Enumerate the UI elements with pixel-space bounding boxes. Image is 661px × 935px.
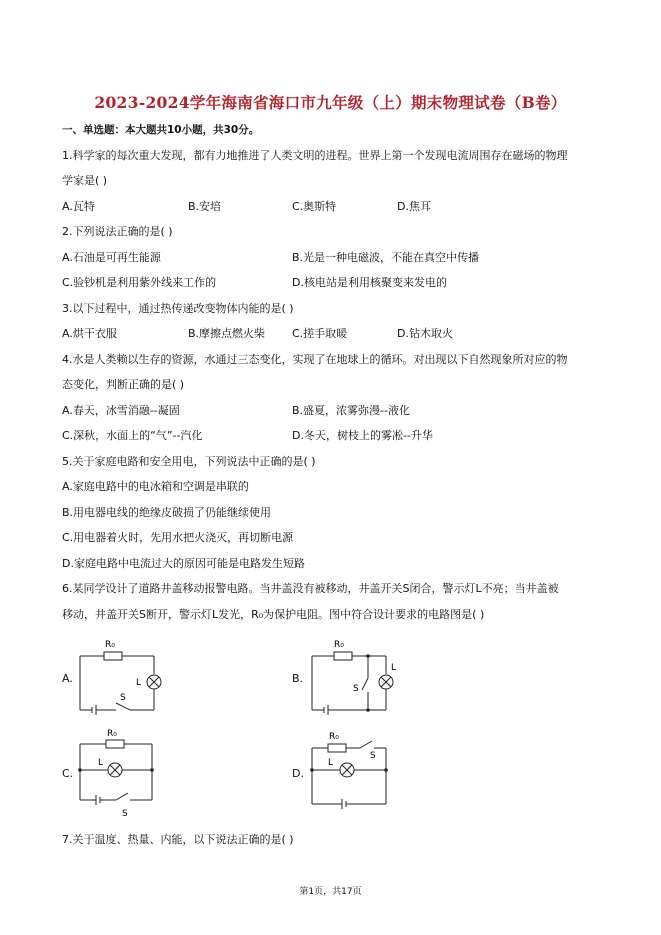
circuit-d-resistor (328, 744, 346, 752)
q3-stem: 3.以下过程中，通过热传递改变物体内能的是( ) (62, 302, 294, 315)
circuit-d-l-label: L (328, 758, 334, 768)
circuit-a-diagram (74, 634, 174, 718)
q4-stem-line2: 态变化，判断正确的是( ) (62, 378, 185, 391)
circuit-a-label: A. (62, 672, 73, 685)
circuit-c-switch (116, 793, 128, 800)
circuit-a-l-label: L (136, 678, 142, 688)
q1-option-b: B.安培 (188, 200, 222, 213)
q4-option-c: C.深秋，水面上的“气”--汽化 (62, 429, 203, 442)
q4-stem-line1: 4.水是人类赖以生存的资源，水通过三态变化，实现了在地球上的循环。对出现以下自然现象所对应的物 (62, 353, 568, 366)
q6-stem-line2: 移动，井盖开关S断开，警示灯L发光，R₀为保护电阻。图中符合设计要求的电路图是( ) (62, 608, 485, 621)
circuit-b-label: B. (292, 672, 304, 685)
circuit-d-diagram (306, 726, 406, 822)
q3-option-a: A.烘干衣服 (62, 327, 117, 340)
exam-title: 2023-2024学年海南省海口市九年级（上）期末物理试卷（B卷） (94, 93, 567, 112)
circuit-c-diagram (74, 726, 174, 822)
q6-stem-line1: 6.某同学设计了道路井盖移动报警电路。当井盖没有被移动，井盖开关S闭合，警示灯L不亮；当井盖被 (62, 582, 559, 595)
circuit-d-label: D. (292, 767, 304, 780)
section-heading: 一、单选题：本大题共10小题，共30分。 (62, 124, 260, 136)
circuit-a-switch (116, 703, 130, 710)
q2-option-c: C.验钞机是利用紫外线来工作的 (62, 276, 217, 289)
q5-option-a: A.家庭电路中的电冰箱和空调是串联的 (62, 480, 249, 493)
q5-option-d: D.家庭电路中电流过大的原因可能是电路发生短路 (62, 557, 305, 570)
circuit-b-l-label: L (391, 663, 397, 673)
circuit-c-l-label: L (98, 758, 104, 768)
q4-option-a: A.春天，冰雪消融--凝固 (62, 404, 180, 417)
q1-option-c: C.奥斯特 (292, 200, 337, 213)
q3-option-b: B.摩擦点燃火柴 (188, 327, 266, 340)
q1-option-d: D.焦耳 (397, 200, 431, 213)
circuit-c-r-label: R₀ (107, 729, 117, 739)
q5-option-c: C.用电器着火时，先用水把火浇灭，再切断电源 (62, 531, 294, 544)
q1-stem-line1: 1.科学家的每次重大发现，都有力地推进了人类文明的进程。世界上第一个发现电流周围存在磁场的物理 (62, 149, 568, 162)
circuit-b-diagram (306, 634, 406, 718)
circuit-a-r-label: R₀ (105, 640, 115, 650)
q2-stem: 2.下列说法正确的是( ) (62, 225, 173, 238)
q2-option-d: D.核电站是利用核聚变来发电的 (292, 276, 447, 289)
circuit-c-label: C. (62, 767, 74, 780)
circuit-a-s-label: S (120, 693, 126, 703)
circuit-d-switch (360, 741, 372, 748)
circuit-b-s-label: S (353, 684, 359, 694)
q3-option-d: D.钻木取火 (397, 327, 453, 340)
q1-option-a: A.瓦特 (62, 200, 95, 213)
circuit-d-s-label: S (370, 751, 376, 761)
circuit-b-r-label: R₀ (334, 640, 344, 650)
q4-option-d: D.冬天，树枝上的雾凇--升华 (292, 429, 433, 442)
circuit-c-resistor (106, 740, 124, 748)
circuit-a-resistor (104, 652, 122, 660)
q1-stem-line2: 学家是( ) (62, 174, 108, 187)
q3-option-c: C.搓手取暖 (292, 327, 348, 340)
circuit-d-r-label: R₀ (329, 732, 339, 742)
q4-option-b: B.盛夏，浓雾弥漫--液化 (292, 404, 410, 417)
circuit-c-s-label: S (122, 809, 128, 819)
circuit-b-switch (362, 678, 368, 690)
q5-option-b: B.用电器电线的绝缘皮破损了仍能继续使用 (62, 506, 272, 519)
q7-stem: 7.关于温度、热量、内能，以下说法正确的是( ) (62, 833, 294, 846)
q2-option-b: B.光是一种电磁波，不能在真空中传播 (292, 251, 480, 264)
page-footer: 第1页，共17页 (299, 887, 362, 897)
q5-stem: 5.关于家庭电路和安全用电，下列说法中正确的是( ) (62, 455, 316, 468)
q2-option-a: A.石油是可再生能源 (62, 251, 161, 264)
circuit-b-resistor (334, 652, 352, 660)
